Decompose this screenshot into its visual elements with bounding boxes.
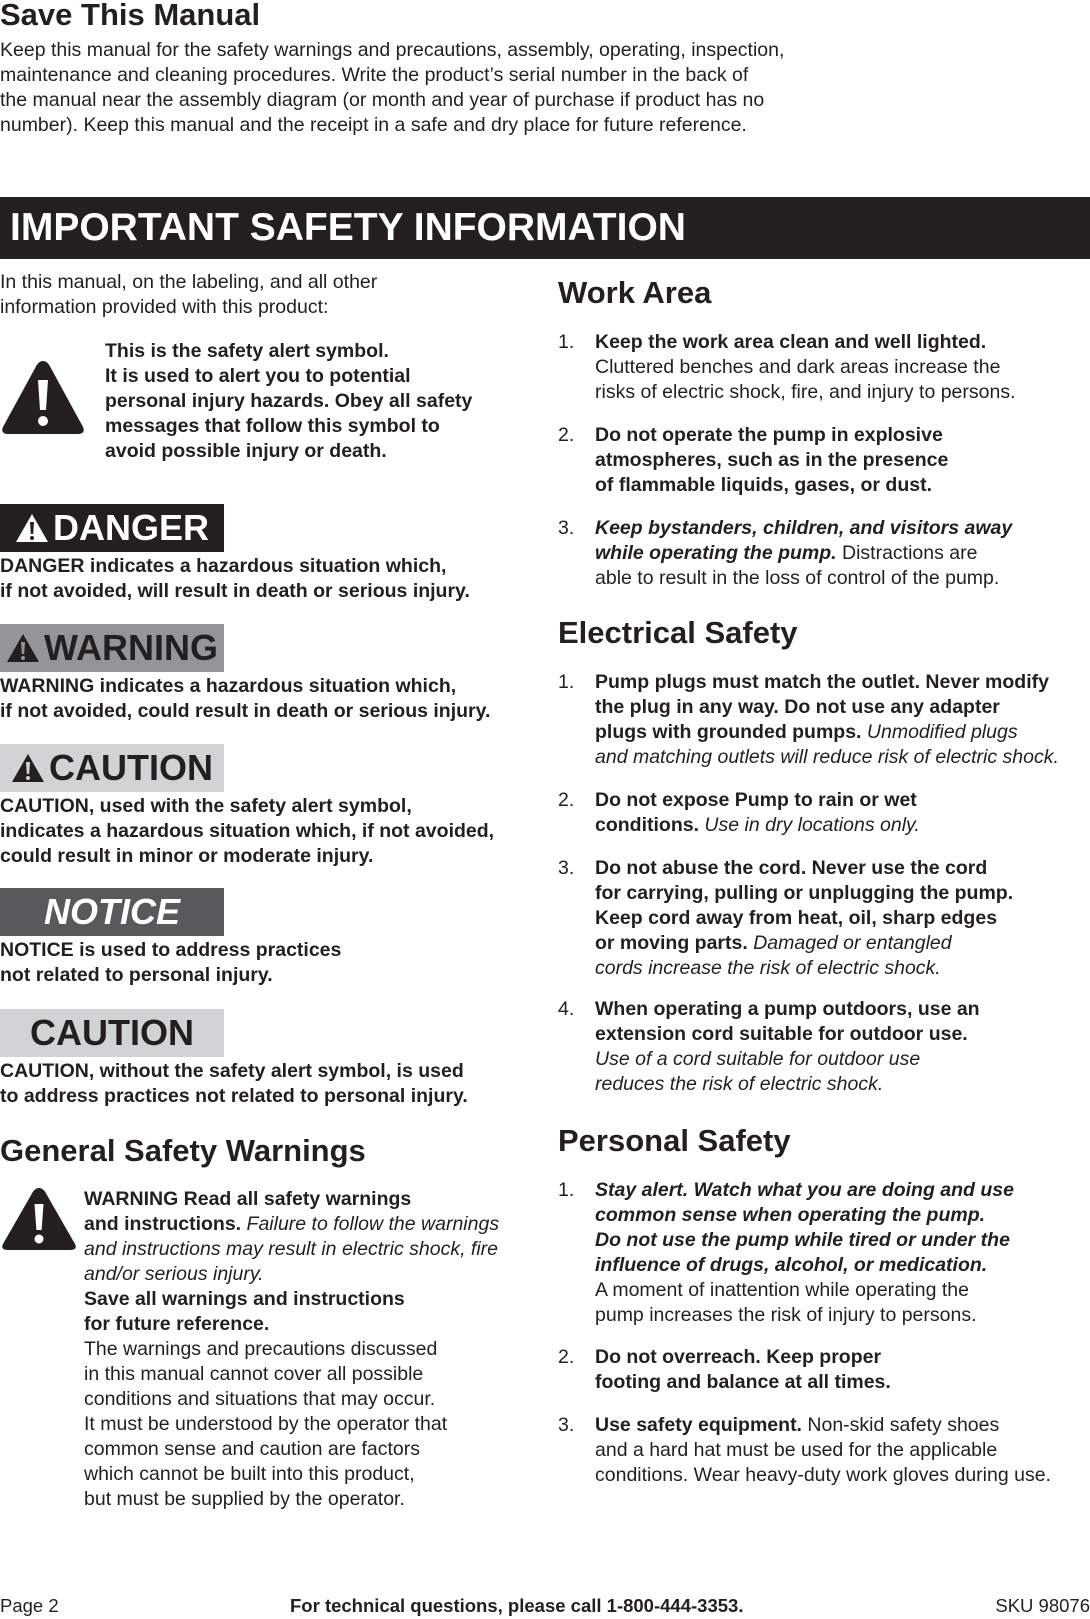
warning-triangle-icon	[11, 753, 45, 783]
italic-text: and matching outlets will reduce risk of electric shock.	[595, 746, 1059, 768]
text-line	[595, 881, 1090, 906]
notice-label: NOTICE	[43, 891, 180, 932]
warning-label: WARNING	[44, 627, 218, 668]
intro-text	[0, 270, 520, 320]
text-line	[84, 1262, 534, 1287]
item-body	[595, 330, 1090, 405]
notice-description	[0, 938, 540, 988]
text-line: pump increases the risk of injury to persons.	[595, 1304, 977, 1326]
text-line	[595, 541, 1090, 566]
bold-italic-text: common sense when operating the pump.	[595, 1204, 986, 1226]
warning-description	[0, 674, 540, 724]
italic-text: Use in dry locations only.	[704, 814, 920, 836]
text-line	[595, 788, 1090, 813]
text-line	[595, 1413, 1090, 1438]
safety-alert-icon	[0, 358, 86, 436]
item-number: 1.	[558, 1179, 575, 1201]
text-line: information provided with this product:	[0, 296, 329, 318]
bold-text: the plug in any way. Do not use any adapter	[595, 696, 1000, 718]
text-line: Cluttered benches and dark areas increase the	[595, 356, 1001, 378]
item-body	[595, 997, 1090, 1097]
caution-label: CAUTION	[30, 1012, 194, 1053]
text-line	[84, 1212, 534, 1237]
item-number: 2.	[558, 1346, 575, 1368]
text-line	[595, 1203, 1090, 1228]
text-line	[595, 516, 1090, 541]
italic-text: Unmodified plugs	[866, 721, 1018, 743]
text-line: common sense and caution are factors	[84, 1438, 421, 1460]
item-body	[595, 856, 1090, 981]
item-body	[595, 423, 1090, 498]
text-line	[595, 473, 1090, 498]
bold-text: footing and balance at all times.	[595, 1371, 891, 1393]
bold-italic-text: Keep bystanders, children, and visitors away	[595, 517, 1013, 539]
text-line: the manual near the assembly diagram (or month and year of purchase if product has no	[0, 89, 765, 111]
text-line	[84, 1237, 534, 1262]
save-manual-text	[0, 38, 850, 138]
text-line: NOTICE is used to address practices	[0, 939, 342, 961]
item-body	[595, 1413, 1090, 1488]
text-line: It is used to alert you to potential	[105, 365, 411, 387]
text-line: avoid possible injury or death.	[105, 440, 387, 462]
plain-text: Distractions are	[842, 542, 978, 564]
text-line: maintenance and cleaning procedures. Write the product’s serial number in the back of	[0, 64, 749, 86]
bold-text: Keep the work area clean and well lighted.	[595, 331, 987, 353]
text-line: Keep this manual for the safety warnings and precautions, assembly, operating, inspection,	[0, 39, 785, 61]
item-body	[595, 1345, 1090, 1395]
text-line: conditions and situations that may occur.	[84, 1388, 436, 1410]
text-line	[595, 695, 1090, 720]
text-line	[595, 1370, 1090, 1395]
text-line: A moment of inattention while operating the	[595, 1279, 969, 1301]
text-line: It must be understood by the operator that	[84, 1413, 448, 1435]
italic-text: and/or serious injury.	[84, 1263, 264, 1285]
text-line	[595, 906, 1090, 931]
item-body	[595, 1178, 1090, 1328]
tech-support-line: For technical questions, please call 1-800-444-3353.	[290, 1595, 744, 1616]
danger-signal-word	[0, 504, 224, 552]
danger-label: DANGER	[52, 507, 209, 548]
item-number: 2.	[558, 424, 575, 446]
bold-text: for future reference.	[84, 1313, 270, 1335]
text-line: if not avoided, could result in death or serious injury.	[0, 700, 491, 722]
bold-text: atmospheres, such as in the presence	[595, 449, 949, 471]
bold-text: or moving parts.	[595, 932, 748, 954]
text-line	[595, 997, 1090, 1022]
text-line	[595, 813, 1090, 838]
item-number: 3.	[558, 517, 575, 539]
item-number: 2.	[558, 789, 575, 811]
electrical-safety-title: Electrical Safety	[558, 615, 798, 650]
bold-text: extension cord suitable for outdoor use.	[595, 1023, 968, 1045]
italic-text: Damaged or entangled	[753, 932, 952, 954]
bold-text: plugs with grounded pumps.	[595, 721, 862, 743]
bold-text: of flammable liquids, gases, or dust.	[595, 474, 932, 496]
sku-number: SKU 98076	[995, 1595, 1090, 1616]
bold-text: Use safety equipment.	[595, 1414, 802, 1436]
bold-text: for carrying, pulling or unplugging the pump.	[595, 882, 1014, 904]
bold-text: Do not operate the pump in explosive	[595, 424, 943, 446]
warning-signal-word	[0, 624, 224, 672]
safety-alert-icon	[0, 1186, 78, 1252]
text-line: able to result in the loss of control of the pump.	[595, 567, 1000, 589]
text-line	[84, 1187, 534, 1212]
caution-description	[0, 794, 540, 869]
text-line	[595, 1022, 1090, 1047]
page-number: Page 2	[0, 1595, 59, 1616]
bold-italic-text: Do not use the pump while tired or under the	[595, 1229, 1010, 1251]
text-line	[595, 856, 1090, 881]
text-line	[595, 448, 1090, 473]
text-line: to address practices not related to personal injury.	[0, 1085, 468, 1107]
text-line	[595, 720, 1090, 745]
text-line	[595, 745, 1090, 770]
bold-italic-text: Stay alert. Watch what you are doing and use	[595, 1179, 1014, 1201]
bold-text: Do not abuse the cord. Never use the cord	[595, 857, 988, 879]
bold-text: Save all warnings and instructions	[84, 1288, 405, 1310]
alert-symbol-description	[105, 339, 525, 464]
bold-italic-text: influence of drugs, alcohol, or medication.	[595, 1254, 988, 1276]
text-line: risks of electric shock, fire, and injury to persons.	[595, 381, 1016, 403]
bold-text: Do not expose Pump to rain or wet	[595, 789, 917, 811]
italic-text: and instructions may result in electric shock, fire	[84, 1238, 498, 1260]
text-line: In this manual, on the labeling, and all other	[0, 271, 378, 293]
item-body	[595, 788, 1090, 838]
text-line: but must be supplied by the operator.	[84, 1488, 405, 1510]
text-line	[595, 1178, 1090, 1203]
text-line: and a hard hat must be used for the applicable	[595, 1439, 998, 1461]
italic-text: cords increase the risk of electric shock.	[595, 957, 941, 979]
item-body	[595, 516, 1090, 591]
general-safety-title: General Safety Warnings	[0, 1133, 366, 1168]
save-manual-title: Save This Manual	[0, 0, 261, 32]
text-line: indicates a hazardous situation which, if not avoided,	[0, 820, 495, 842]
bold-text: When operating a pump outdoors, use an	[595, 998, 980, 1020]
item-number: 3.	[558, 857, 575, 879]
text-line	[595, 1345, 1090, 1370]
caution-no-symbol-description	[0, 1059, 540, 1109]
text-line: DANGER indicates a hazardous situation which,	[0, 555, 447, 577]
text-line	[595, 1253, 1090, 1278]
personal-safety-title: Personal Safety	[558, 1123, 791, 1158]
text-line	[595, 330, 1090, 355]
text-line	[595, 1047, 1090, 1072]
notice-signal-word	[0, 888, 224, 936]
caution-label: CAUTION	[49, 747, 213, 788]
item-body	[595, 670, 1090, 770]
caution-signal-word	[0, 744, 224, 792]
text-line: The warnings and precautions discussed	[84, 1338, 438, 1360]
item-number: 4.	[558, 998, 575, 1020]
bold-italic-text: while operating the pump.	[595, 542, 837, 564]
italic-text: Use of a cord suitable for outdoor use	[595, 1048, 921, 1070]
text-line: in this manual cannot cover all possible	[84, 1363, 424, 1385]
text-line: personal injury hazards. Obey all safety	[105, 390, 473, 412]
text-line: messages that follow this symbol to	[105, 415, 440, 437]
text-line	[84, 1287, 534, 1312]
item-number: 3.	[558, 1414, 575, 1436]
warning-triangle-icon	[6, 633, 40, 663]
text-line	[595, 931, 1090, 956]
text-line: CAUTION, without the safety alert symbol, is used	[0, 1060, 464, 1082]
text-line	[595, 670, 1090, 695]
bold-text: WARNING Read all safety warnings	[84, 1188, 412, 1210]
bold-text: conditions.	[595, 814, 699, 836]
text-line: This is the safety alert symbol.	[105, 340, 389, 362]
bold-text: Keep cord away from heat, oil, sharp edges	[595, 907, 998, 929]
text-line: conditions. Wear heavy-duty work gloves during use.	[595, 1464, 1051, 1486]
text-line: WARNING indicates a hazardous situation which,	[0, 675, 457, 697]
bold-text: Pump plugs must match the outlet. Never modify	[595, 671, 1049, 693]
bold-text: Do not overreach. Keep proper	[595, 1346, 882, 1368]
text-line: not related to personal injury.	[0, 964, 273, 986]
text-line	[595, 956, 1090, 981]
text-line: if not avoided, will result in death or serious injury.	[0, 580, 470, 602]
item-number: 1.	[558, 331, 575, 353]
plain-text: Non-skid safety shoes	[807, 1414, 1000, 1436]
text-line: which cannot be built into this product,	[84, 1463, 415, 1485]
bold-text: and instructions.	[84, 1213, 242, 1235]
general-safety-text	[84, 1187, 534, 1512]
italic-text: Failure to follow the warnings	[246, 1213, 500, 1235]
text-line: CAUTION, used with the safety alert symbol,	[0, 795, 412, 817]
text-line	[595, 1072, 1090, 1097]
text-line	[84, 1312, 534, 1337]
italic-text: reduces the risk of electric shock.	[595, 1073, 884, 1095]
text-line	[595, 423, 1090, 448]
warning-triangle-icon	[15, 513, 49, 543]
text-line: number). Keep this manual and the receipt in a safe and dry place for future reference.	[0, 114, 747, 136]
text-line	[595, 1228, 1090, 1253]
caution-no-symbol-signal-word	[0, 1009, 224, 1057]
item-number: 1.	[558, 671, 575, 693]
danger-description	[0, 554, 540, 604]
text-line: could result in minor or moderate injury.	[0, 845, 374, 867]
safety-banner: IMPORTANT SAFETY INFORMATION	[0, 197, 1090, 259]
work-area-title: Work Area	[558, 275, 712, 310]
